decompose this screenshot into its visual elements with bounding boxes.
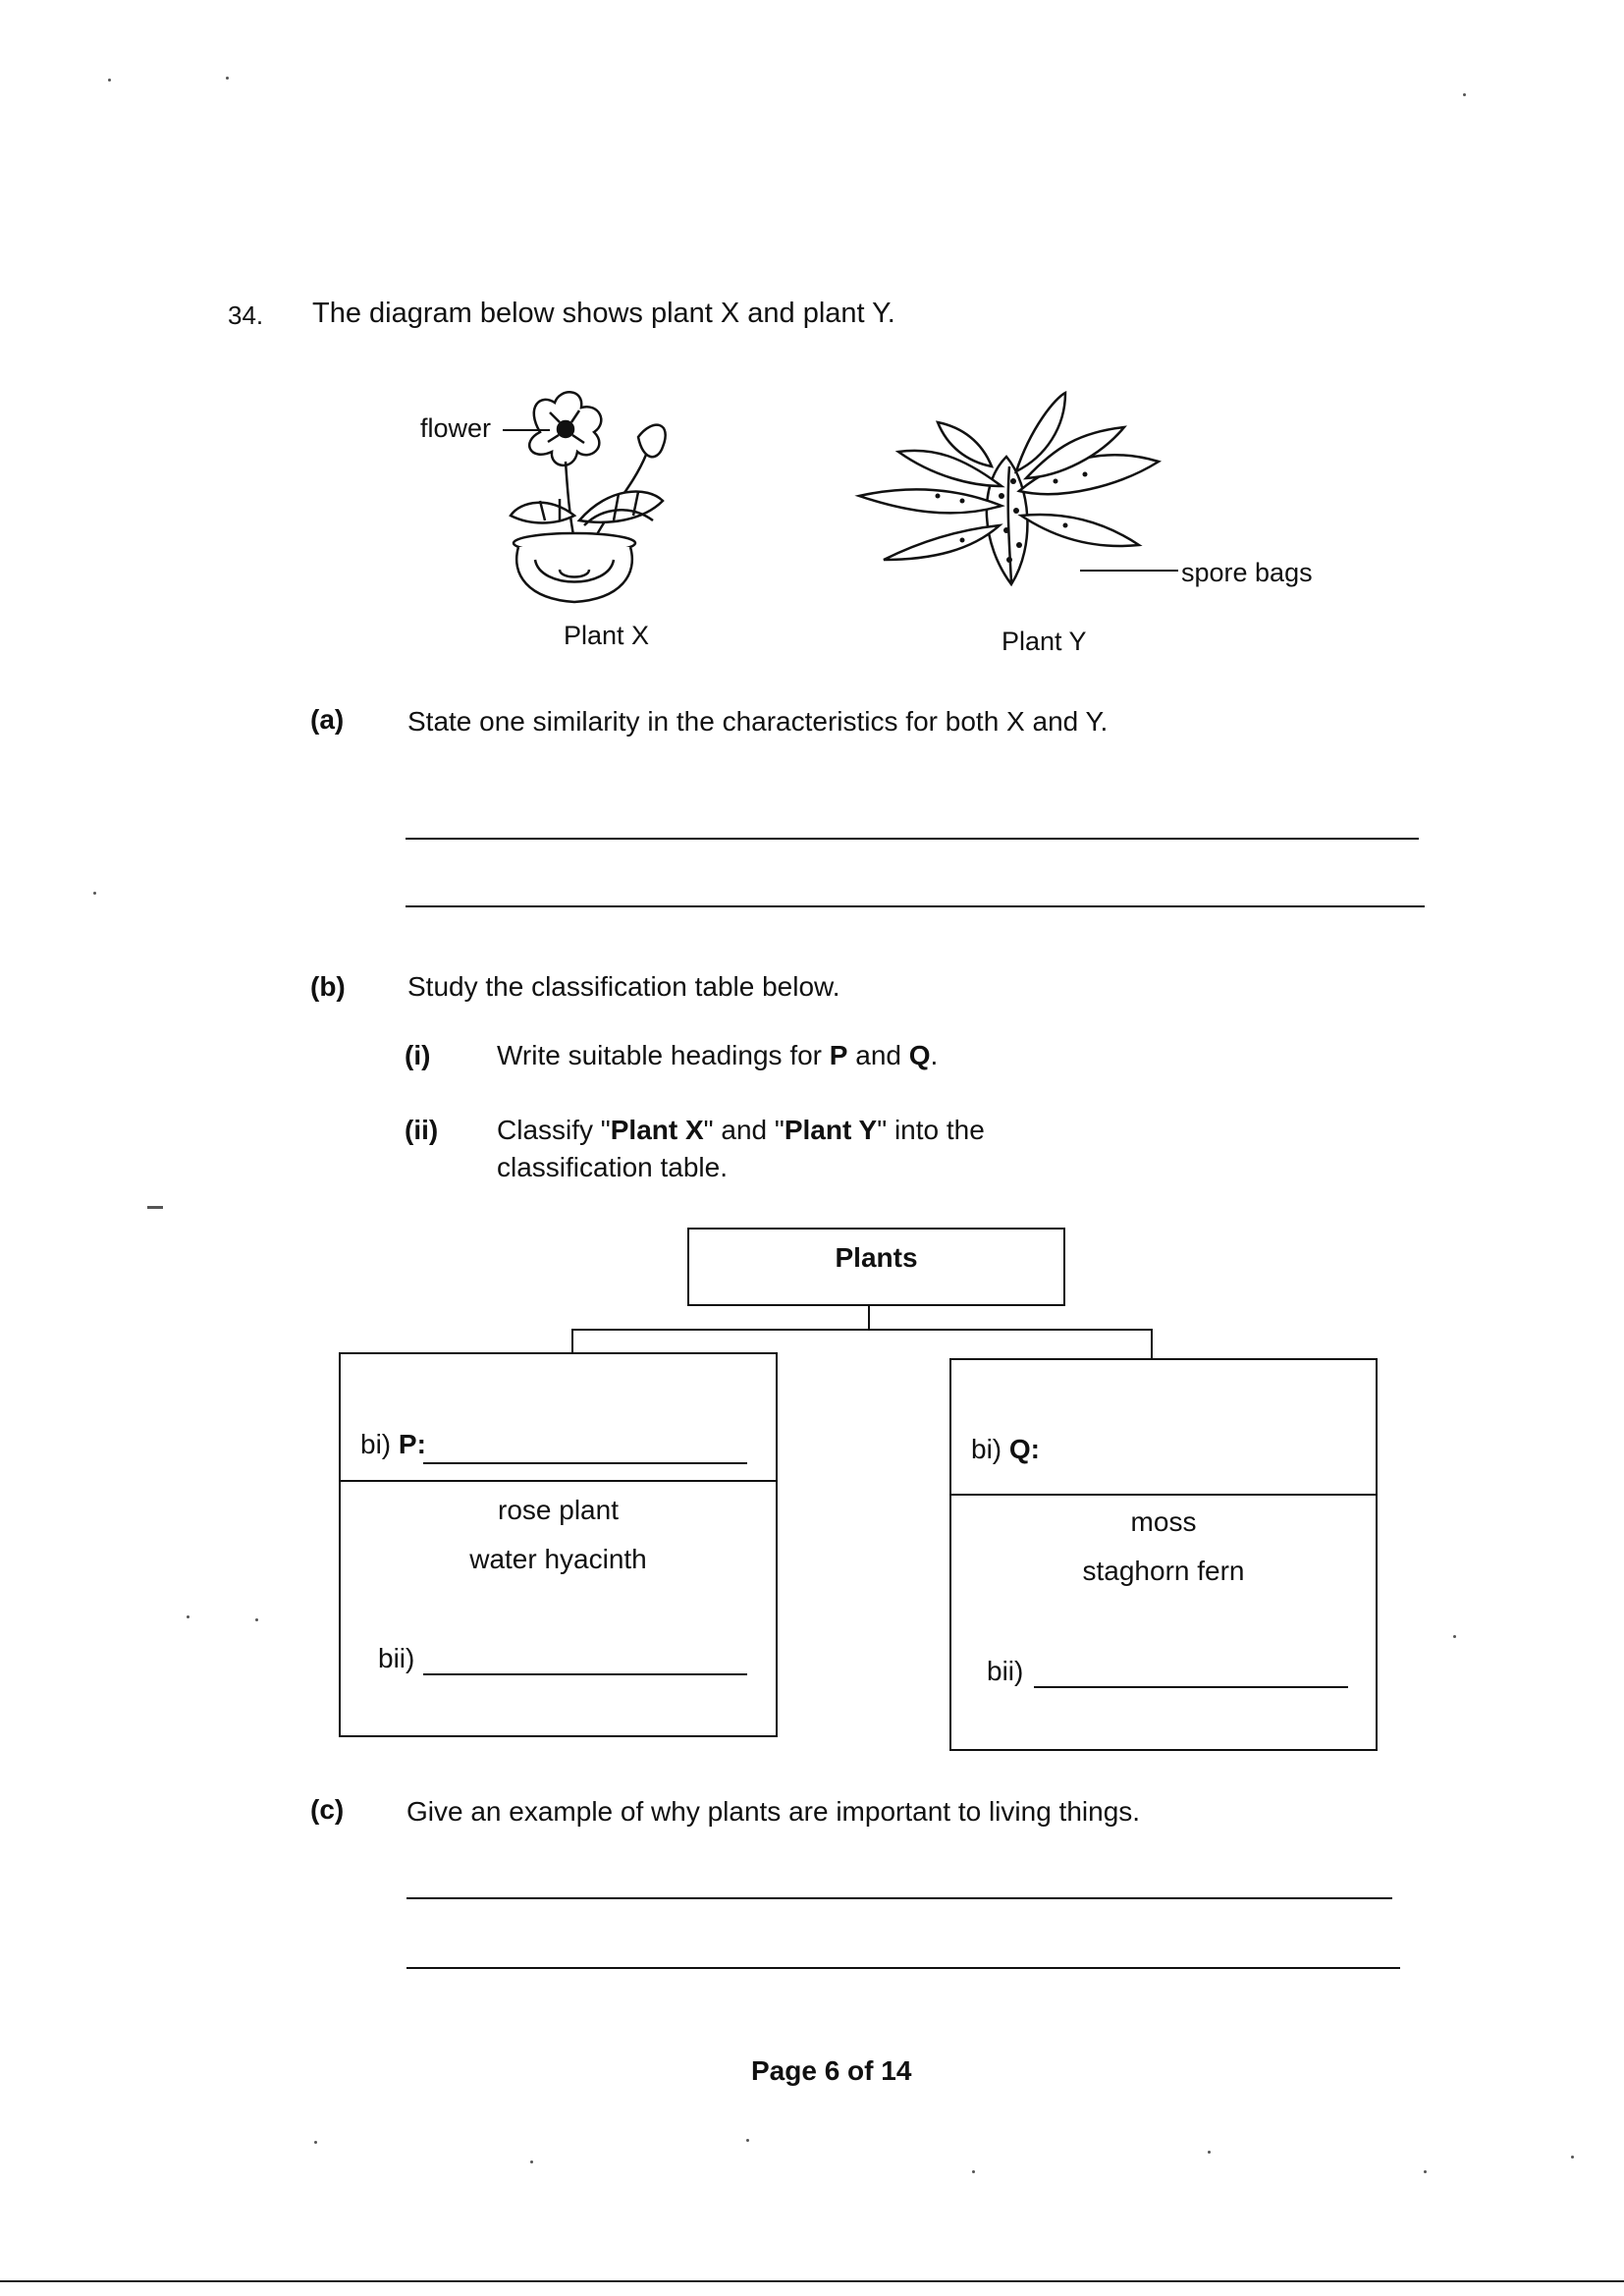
- question-number: 34.: [228, 301, 264, 330]
- scan-speck: [1453, 1635, 1456, 1638]
- scan-speck: [147, 1206, 163, 1209]
- scan-speck: [314, 2141, 317, 2144]
- flower-leader-line: [503, 429, 550, 431]
- left-blank-label: bii): [378, 1643, 415, 1673]
- plant-x-caption: Plant X: [564, 621, 650, 650]
- right-example-blank[interactable]: [1034, 1686, 1348, 1688]
- part-b-ii-text-1: Classify ": [497, 1115, 611, 1145]
- left-heading-prefix: bi): [360, 1429, 399, 1459]
- question-stem: The diagram below shows plant X and plant Y.: [312, 298, 895, 329]
- right-item-2: staghorn fern: [1082, 1556, 1245, 1586]
- part-c-label: (c): [310, 1794, 345, 1825]
- spore-leader-line: [1080, 570, 1178, 572]
- tree-connector-right: [1151, 1329, 1153, 1358]
- part-b-i-q: Q: [908, 1040, 931, 1070]
- scan-speck: [746, 2139, 749, 2142]
- tree-connector-horizontal: [571, 1329, 1153, 1331]
- part-a-answer-line-1[interactable]: [406, 838, 1419, 840]
- flower-label: flower: [420, 413, 492, 443]
- part-b-ii-text-2: " into the: [877, 1115, 985, 1145]
- spore-bags-label: spore bags: [1181, 558, 1313, 587]
- plant-y-caption: Plant Y: [1001, 627, 1087, 656]
- part-b-ii-mid: " and ": [703, 1115, 785, 1145]
- part-b-ii-line2: classification table.: [497, 1152, 729, 1182]
- left-divider: [341, 1480, 776, 1482]
- part-a-answer-line-2[interactable]: [406, 905, 1425, 907]
- right-heading-key: Q:: [1008, 1434, 1041, 1464]
- tree-connector-left: [571, 1329, 573, 1353]
- part-a-text: State one similarity in the characteristics for both X and Y.: [407, 706, 1109, 737]
- plant-y-figure: [844, 388, 1178, 604]
- part-c-answer-line-1[interactable]: [406, 1897, 1392, 1899]
- scan-speck: [972, 2170, 975, 2173]
- right-item-1: moss: [1130, 1506, 1197, 1537]
- part-b-ii-plant-x: Plant X: [610, 1115, 704, 1145]
- scan-speck: [108, 79, 111, 82]
- right-class-box: [949, 1358, 1378, 1751]
- left-item-1: rose plant: [498, 1495, 619, 1525]
- right-heading: [971, 1433, 1040, 1466]
- part-b-i-text: [497, 1039, 938, 1072]
- part-b-i-and: and: [847, 1040, 909, 1070]
- root-box: [687, 1228, 1065, 1306]
- right-heading-prefix: bi): [971, 1434, 1009, 1464]
- scan-speck: [530, 2160, 533, 2163]
- part-a-label: (a): [310, 704, 345, 735]
- scan-speck: [1463, 93, 1466, 96]
- plant-y-drawing: [844, 388, 1178, 604]
- page-number: Page 6 of 14: [751, 2055, 912, 2086]
- scan-speck: [1571, 2156, 1574, 2159]
- part-c-text: Give an example of why plants are important to living things.: [406, 1796, 1141, 1827]
- left-class-box: [339, 1352, 778, 1737]
- left-heading-key: P:: [398, 1429, 426, 1459]
- part-b-label: (b): [310, 971, 346, 1002]
- tree-connector-vertical: [868, 1306, 870, 1330]
- scan-speck: [1208, 2151, 1211, 2154]
- scan-speck: [187, 1615, 189, 1618]
- left-item-2: water hyacinth: [469, 1544, 647, 1574]
- scan-speck: [93, 892, 96, 895]
- right-blank-label: bii): [987, 1656, 1024, 1686]
- part-b-text: Study the classification table below.: [407, 971, 840, 1002]
- part-b-ii-label: (ii): [405, 1115, 439, 1145]
- root-label: Plants: [835, 1242, 918, 1273]
- part-b-i-text-1: Write suitable headings for: [497, 1040, 830, 1070]
- scan-speck: [1424, 2170, 1427, 2173]
- part-b-i-label: (i): [405, 1040, 431, 1070]
- scan-speck: [226, 77, 229, 80]
- right-divider: [951, 1494, 1376, 1496]
- part-b-i-p: P: [829, 1040, 848, 1070]
- part-b-ii-text: [497, 1114, 985, 1147]
- left-example-blank[interactable]: [423, 1673, 747, 1675]
- left-heading-blank[interactable]: [423, 1462, 747, 1464]
- scan-speck: [255, 1618, 258, 1621]
- part-b-ii-plant-y: Plant Y: [784, 1115, 878, 1145]
- left-heading: [360, 1428, 426, 1461]
- bottom-rule: [0, 2280, 1624, 2282]
- part-b-i-end: .: [930, 1040, 939, 1070]
- part-c-answer-line-2[interactable]: [406, 1967, 1400, 1969]
